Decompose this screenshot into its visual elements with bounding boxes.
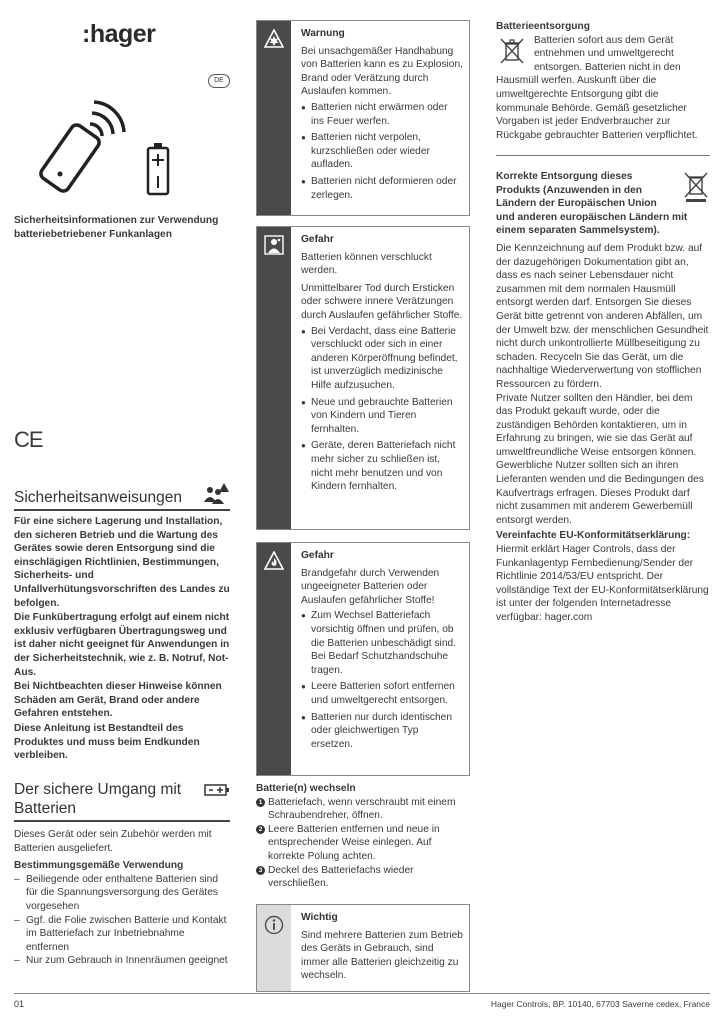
commercial-users-text: Gewerbliche Nutzer sollten sich an ihren Lieferanten wenden und die Bedingungen des Kaufvertrags erfragen. Dieses Produkt darf nicht zusammen mit anderem Gewerbemüll entsorgt werden. [496,460,704,526]
info-icon [264,915,284,935]
warning-text: Bei unsachgemäßer Handhabung von Batterien kann es zu Explosion, Brand oder Verätzung durch Auslaufen kommen. [301,45,463,98]
danger-bullets [301,325,463,494]
intro-title: Sicherheitsinformationen zur Verwendung batteriebetriebener Funkanlagen [14,215,219,240]
list-item: ● Batterien nicht erwärmen oder ins Feuer werfen. [301,101,463,128]
safety-title: Sicherheitsanweisungen [14,489,183,506]
footer-address: Hager Controls, BP. 10140, 67703 Saverne cedex, France [490,999,710,1009]
step-text: Deckel des Batteriefachs wieder verschließen. [268,864,414,890]
important-box-body [301,911,463,983]
important-box-sidebar [257,905,291,991]
list-item: ● Zum Wechsel Batteriefach vorsichtig öffnen und prüfen, ob die Batterien unbeschädigt sind. Bei Bedarf Schutzhandschuhe tragen. [301,609,463,677]
warning-box-sidebar [257,21,291,215]
step-text: Leere Batterien entfernen und neue in entsprechender Weise einlegen. Auf korrekte Polung achten. [268,823,440,862]
important-text: Sind mehrere Batterien zum Betrieb des Geräts in Gebrauch, sind immer alle Batterien gleichzeitig zu wechseln. [301,929,463,982]
handling-block [14,828,230,968]
footer-rule [14,993,710,994]
disposal-divider [496,155,710,156]
correct-disposal-block [496,170,710,625]
battery-change-title: Batterie(n) wechseln [256,783,356,794]
eu-declaration-text: Hiermit erklärt Hager Controls, dass der Funkanlagentyp Fernbedienung/Sender der Richtlinie 2014/53/EU entspricht. Der vollständige Text der EU-Konformitätserklärung ist unter der folgenden Internetadresse verfügbar: hager.com [496,544,709,623]
correct-disposal-text: Die Kennzeichnung auf dem Produkt bzw. auf der dazugehörigen Dokumentation gibt an, dass es nach seiner Lebensdauer nicht zusammen mit dem normalen Hausmüll entsorgt werden darf. Entsorgen Sie dieses Gerät bitte getrennt von anderen Abfällen, um der Umwelt bzw. der menschlichen Gesundheit nicht durch unkontrollierte Müllbeseitigung zu schaden. Recyceln Sie das Gerät, um die nachhaltige Wiederverwertung von stofflichen Ressourcen zu fördern. [496,242,709,390]
crossed-bin-weee-icon [682,170,710,204]
remote-battery-illustration [32,96,182,206]
crossed-bin-icon [498,36,526,66]
danger-box-sidebar [257,543,291,775]
hager-logo: :hager [82,20,156,48]
battery-icon [148,143,168,194]
step-number: 3 [256,866,265,875]
safety-paragraph-3: Bei Nichtbeachten dieser Hinweise können Schäden am Gerät, Brand oder andere Gefahren entstehen. [14,681,222,720]
important-box [256,904,470,992]
important-title: Wichtig [301,912,338,923]
list-item [256,796,468,823]
persons-warning-icon [202,482,230,506]
danger-title: Gefahr [301,234,334,245]
list-item: ● Geräte, deren Batteriefach nicht mehr sicher zu schließen ist, nicht mehr benutzen und von Kindern fernhalten. [301,439,463,493]
list-item: ● Bei Verdacht, dass eine Batterie verschluckt oder sich in einer anderen Körperöffnung befindet, ist unverzüglich medizinische Hilfe aufzusuchen. [301,325,463,393]
danger-box-body [301,233,463,497]
list-item: – Ggf. die Folie zwischen Batterie und Kontakt im Batteriefach zur Inbetriebnahme entfernen [14,914,230,955]
list-item: ● Neue und gebrauchte Batterien von Kindern und Tieren fernhalten. [301,396,463,437]
ce-mark: CE [14,427,43,452]
danger-box-swallow [256,226,470,530]
list-item: ● Batterien nur durch identischen oder gleichwertigen Typ ersetzen. [301,711,463,752]
page-number: 01 [14,999,25,1009]
disposal-block [496,20,710,142]
battery-change-block [256,782,468,891]
danger-title: Gefahr [301,550,334,561]
safety-rule [14,509,230,511]
remote-control-icon [39,102,124,193]
swallow-hazard-icon [264,235,284,255]
list-item [256,864,468,891]
danger-box-fire [256,542,470,776]
eu-declaration-title: Vereinfachte EU-Konformitätserklärung: [496,530,691,542]
list-item: – Nur zum Gebrauch in Innenräumen geeignet [14,954,230,968]
danger-text: Brandgefahr durch Verwenden ungeeigneter Batterien oder Auslaufen gefährlicher Stoffe! [301,567,440,606]
list-item [256,823,468,864]
safety-text-block [14,515,230,763]
battery-change-steps [256,796,468,891]
step-number: 2 [256,825,265,834]
disposal-text: Batterien sofort aus dem Gerät entnehmen und umweltgerecht entsorgen. Batterien nicht in den Hausmüll werfen. Auskunft über die umweltgerechte Entsorgung gibt die kommunale Behörde. Gemäß gesetzlicher Vorgaben ist jeder Endverbraucher zur Rückgabe gebrauchter Batterien verpflichtet. [496,34,698,141]
list-item: ● Leere Batterien sofort entfernen und umweltgerecht entsorgen. [301,680,463,707]
list-item: ● Batterien nicht deformieren oder zerlegen. [301,175,463,202]
list-item: – Beiliegende oder enthaltene Batterien sind für die Spannungsversorgung des Gerätes vorgesehen [14,873,230,914]
safety-paragraph-1: Für eine sichere Lagerung und Installation, den sicheren Betrieb und die Wartung des Gerätes sowie deren Entsorgung sind die einschlägigen Richtlinien, Bestimmungen, Sicherheits- und Unfallverhütungsvorschriften des Landes zu befolgen. [14,516,230,609]
intended-use-title: Bestimmungsgemäße Verwendung [14,860,184,872]
handling-intro: Dieses Gerät oder sein Zubehör werden mit Batterien ausgeliefert. [14,829,212,854]
danger-bullets [301,609,463,751]
danger-box-sidebar [257,227,291,529]
list-item: ● Batterien nicht verpolen, kurzschließen oder wieder aufladen. [301,131,463,172]
danger-text: Batterien können verschluckt werden. [301,251,432,277]
intended-use-list [14,873,230,968]
correct-disposal-title: Korrekte Entsorgung dieses Produkts (Anzuwenden in den Ländern der Europäischen Union und anderen europäischen Ländern mit einem separaten Sammelsystem). [496,171,688,237]
safety-paragraph-4: Diese Anleitung ist Bestandteil des Produktes und muss beim Endkunden verbleiben. [14,722,200,762]
fire-warning-icon [264,551,284,571]
explosion-warning-icon [264,29,284,49]
step-number: 1 [256,798,265,807]
safety-paragraph-2: Die Funkübertragung erfolgt auf einem nicht exklusiv verfügbaren Übertragungsweg und ist daher nicht geeignet für Anwendungen in der Sicherheitstechnik, wie z. B. Notruf, Not-Aus. [14,612,230,678]
danger-text-2: Unmittelbarer Tod durch Ersticken oder schwere innere Verätzungen durch Auslaufen gefährlicher Stoffe. [301,282,463,321]
handling-title: Der sichere Umgang mit Batterien [14,781,182,817]
warning-bullets [301,101,463,202]
step-text: Batteriefach, wenn verschraubt mit einem Schraubendreher, öffnen. [268,796,456,822]
warning-box [256,20,470,216]
warning-title: Warnung [301,28,345,39]
private-users-text: Private Nutzer sollten den Händler, bei dem das Produkt gekauft wurde, oder die zuständigen Behörden kontaktieren, um in Erfahrung zu bringen, wie sie das Gerät auf umweltfreundliche Weise entsorgen können. [496,392,697,458]
disposal-title: Batterieentsorgung [496,21,590,32]
handling-rule [14,820,230,822]
danger-box-body [301,549,463,754]
warning-box-body [301,27,463,205]
battery-small-icon [204,783,230,797]
language-badge: DE [208,74,230,88]
